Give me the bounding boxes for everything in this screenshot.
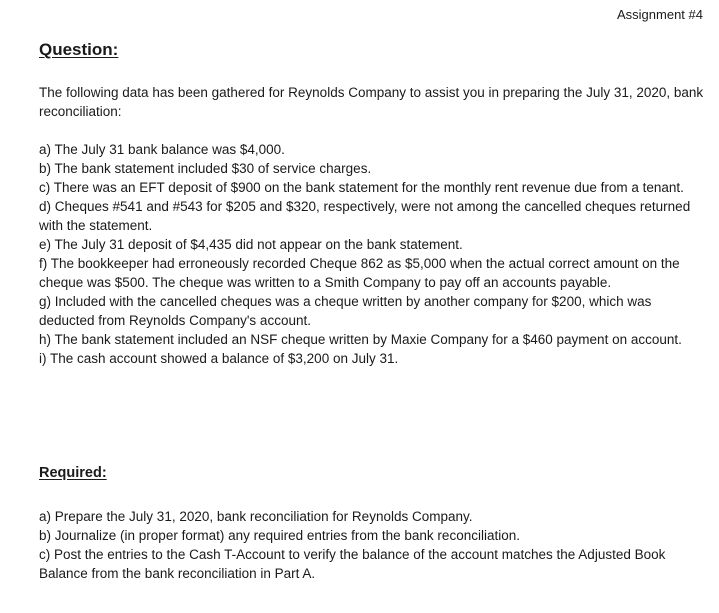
fact-item-e: e) The July 31 deposit of $4,435 did not appear on the bank statement.: [39, 237, 463, 252]
fact-item-a: a) The July 31 bank balance was $4,000.: [39, 142, 285, 157]
question-intro: The following data has been gathered for Reynolds Company to assist you in preparing the July 31, 2020, bank reconciliation:: [39, 85, 704, 119]
question-heading: Question:: [39, 40, 119, 59]
fact-item-i: i) The cash account showed a balance of $3,200 on July 31.: [39, 351, 399, 366]
fact-item-g: g) Included with the cancelled cheques was a cheque written by another company for $200, which was deducted from Reynolds Company's account.: [39, 294, 652, 328]
fact-item-d: d) Cheques #541 and #543 for $205 and $320, respectively, were not among the cancelled cheques returned with the statement.: [39, 199, 691, 233]
required-heading: Required:: [39, 465, 107, 481]
required-item-b: b) Journalize (in proper format) any required entries from the bank reconciliation.: [39, 528, 520, 543]
required-list: [39, 507, 709, 583]
required-item-c: c) Post the entries to the Cash T-Account to verify the balance of the account matches the Adjusted Book Balance from the bank reconciliation in Part A.: [39, 547, 666, 581]
required-item-a: a) Prepare the July 31, 2020, bank reconciliation for Reynolds Company.: [39, 509, 473, 524]
fact-item-f: f) The bookkeeper had erroneously recorded Cheque 862 as $5,000 when the actual correct amount on the cheque was $500. The cheque was written to a Smith Company to pay off an accounts payable.: [39, 256, 680, 290]
question-facts-list: [39, 140, 709, 368]
assignment-label: Assignment #4: [617, 7, 703, 22]
fact-item-c: c) There was an EFT deposit of $900 on the bank statement for the monthly rent revenue due from a tenant.: [39, 180, 684, 195]
fact-item-h: h) The bank statement included an NSF cheque written by Maxie Company for a $460 payment on account.: [39, 332, 682, 347]
fact-item-b: b) The bank statement included $30 of service charges.: [39, 161, 372, 176]
